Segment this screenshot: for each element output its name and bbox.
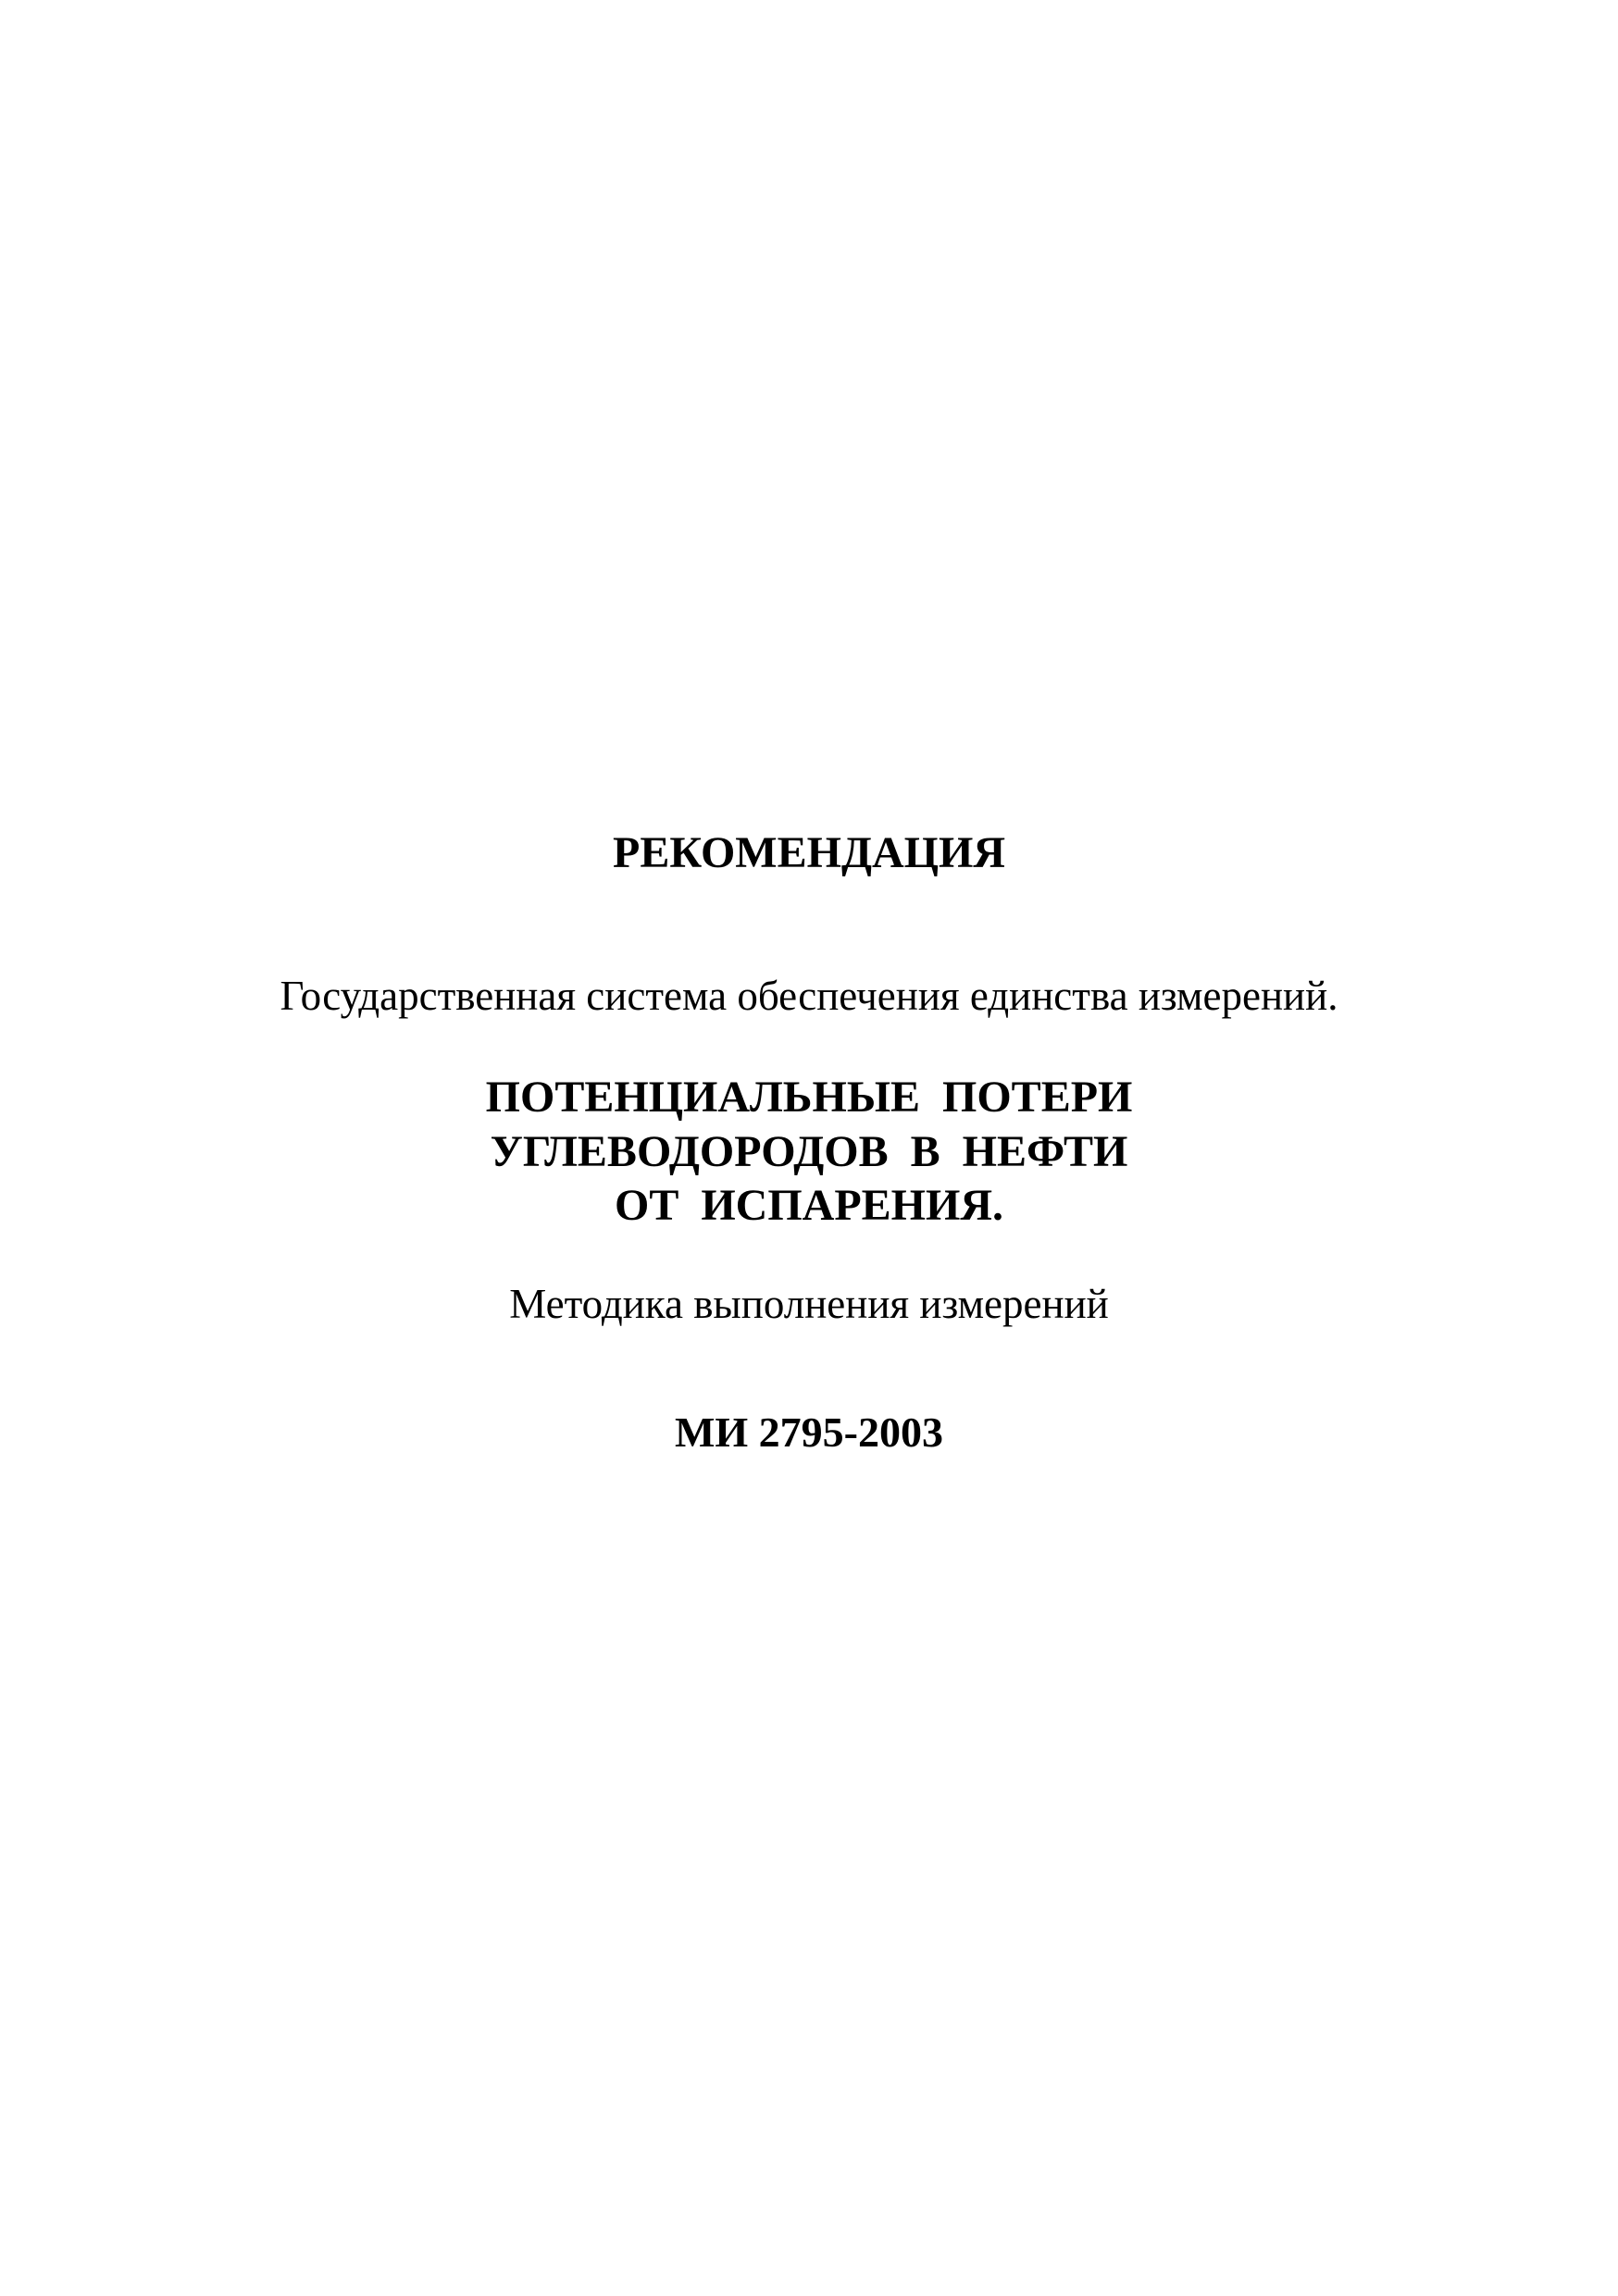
document-subtitle: Государственная система обеспечения единства измерений.: [280, 973, 1338, 1019]
document-title-line-3: ОТ ИСПАРЕНИЯ.: [614, 1181, 1004, 1230]
method-description: Методика выполнения измерений: [509, 1281, 1109, 1327]
document-title-line-2: УГЛЕВОДОРОДОВ В НЕФТИ: [490, 1127, 1128, 1176]
document-title-line-1: ПОТЕНЦИАЛЬНЫЕ ПОТЕРИ: [485, 1073, 1133, 1122]
document-type-heading: РЕКОМЕНДАЦИЯ: [613, 828, 1005, 877]
document-code: МИ 2795-2003: [674, 1409, 943, 1456]
